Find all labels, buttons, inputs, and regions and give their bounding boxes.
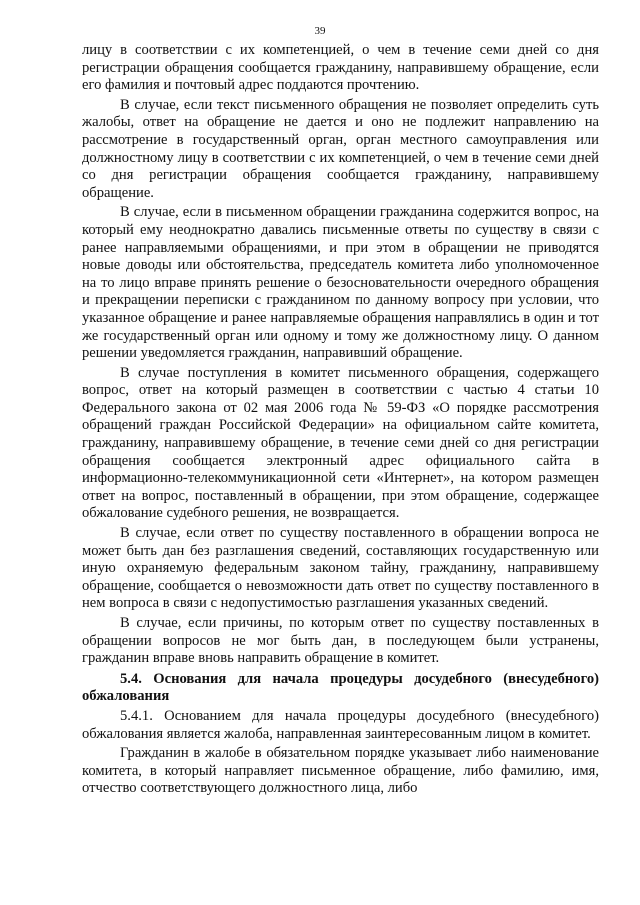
paragraph-continuation: лицу в соответствии с их компетенцией, о чем в течение семи дней со дня регистрации обращения сообщается гражданину, направившему обращение, если его фамилия и почтовый адрес поддаются прочтению. [82,42,599,94]
paragraph-published-answer: В случае поступления в комитет письменного обращения, содержащего вопрос, ответ на который размещен в соответствии с частью 4 статьи 10 Федерального закона от 02 мая 2006 года № 59-ФЗ «О порядке рассмотрения обращений граждан Российской Федерации» на официальном сайте комитета, гражданину, направившему обращение, в течение семи дней со дня регистрации обращения сообщается электронный адрес официального сайта в информационно-телекоммуникационной сети «Интернет», на котором размещен ответ на вопрос, поставленный в обращении, при этом обращение, содержащее обжалование судебного решения, не возвращается. [82,364,599,522]
paragraph-repeated-appeal: В случае, если в письменном обращении гражданина содержится вопрос, на который ему неоднократно давались письменные ответы по существу в связи с ранее направляемыми обращениями, и при этом в обращении не приводятся новые доводы или обстоятельства, председатель комитета либо уполномоченное на то лицо вправе принять решение о безосновательности очередного обращения и прекращении переписки с гражданином по данному вопросу при условии, что указанное обращение и ранее направляемые обращения направлялись в один и тот же государственный орган или одному и тому же должностному лицу. О данном решении уведомляется гражданин, направивший обращение. [82,204,599,362]
section-heading: 5.4. Основания для начала процедуры досудебного (внесудебного) обжалования [82,670,599,705]
paragraph-unclear-complaint: В случае, если текст письменного обращения не позволяет определить суть жалобы, ответ на обращение не дается и оно не подлежит направлению на рассмотрение в государственный орган, орган местного самоуправления или должностному лицу в соответствии с их компетенцией, о чем в течение семи дней со дня регистрации обращения сообщается гражданину, направившему обращение. [82,96,599,201]
paragraph-complaint-basis: 5.4.1. Основанием для начала процедуры досудебного (внесудебного) обжалования является жалоба, направленная заинтересованным лицом в комитет. [82,707,599,742]
paragraph-reasons-removed: В случае, если причины, по которым ответ по существу поставленных в обращении вопросов не мог быть дан, в последующем были устранены, гражданин вправе вновь направить обращение в комитет. [82,615,599,667]
paragraph-state-secret: В случае, если ответ по существу поставленного в обращении вопроса не может быть дан без разглашения сведений, составляющих государственную или иную охраняемую федеральным законом тайну, гражданину, направившему обращение, сообщается о невозможности дать ответ по существу поставленного в нем вопроса в связи с недопустимостью разглашения указанных сведений. [82,525,599,612]
page-number: 39 [314,25,326,37]
document-body [82,42,599,798]
paragraph-complaint-requirements: Гражданин в жалобе в обязательном порядке указывает либо наименование комитета, в который направляет письменное обращение, либо фамилию, имя, отчество соответствующего должностного лица, либо [82,745,599,797]
